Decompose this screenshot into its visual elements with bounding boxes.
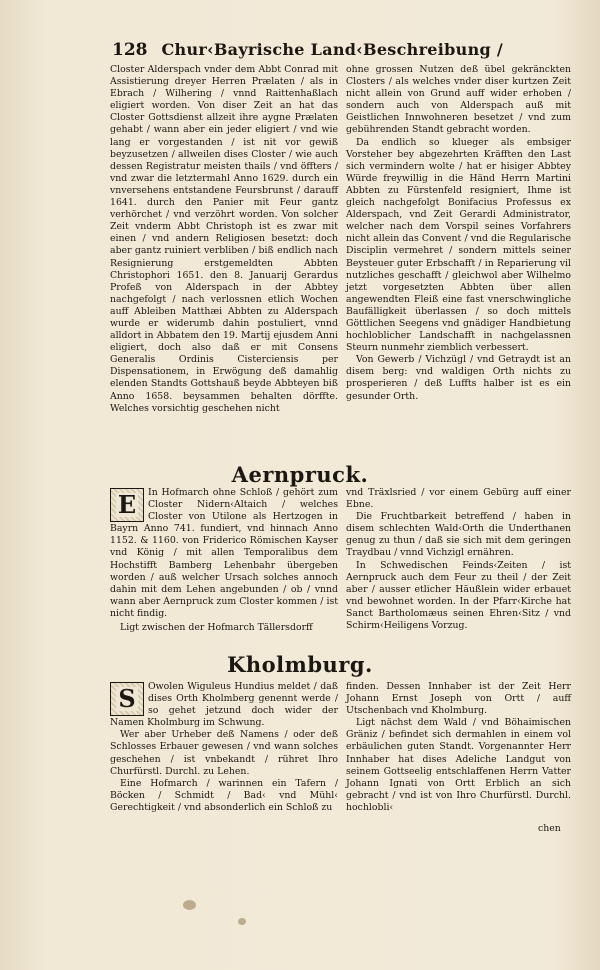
section1-left-column — [110, 64, 338, 415]
paragraph: Ligt nächst dem Wald / vnd Böhaimischen Gräniz / befindet sich dermahlen in einem vol erbäulichen guten Standt. Vorgenannter Herr Innhaber hat dises Adeliche Landgut von seinem Gottseelig entschlaffenen Herrn Vatter Johann Ignati von Ortt Erblich an sich gebracht / vnd ist von Ihro Churfürstl. Durchl. hochlobli‹ — [346, 717, 571, 813]
paragraph: Da endlich so klueger als embsiger Vorsteher bey abgezehrten Kräfften den Last sich vermindern wolte / hat er hisiger Abbtey Würde freywillig in die Händ Herrn Martini Abbten zu Fürstenfeld resigniert, Ihme ist gleich nachgefolgt Bonifacius Professus ex Alderspach, vnd Zeit Gerardi Administrator, welcher nach dem Vorspil seines Vorfahrers nicht allein das Convent / vnd die Regularische Disciplin vermehret / sondern mittels seiner Beysteuer guter Erbschafft / in Reparierung vil nutzliches geschafft / gleichwol aber Wilhelmo jetzt vorgesetzten Abbten über allen angewendten Fleiß eine fast vnerschwingliche Baufälligkeit überlassen / so doch mittels Göttlichen Seegens vnd gnädiger Handbietung hochloblicher Landschafft in nachgelassnen Steurn nunmehr ziemblich verbessert. — [346, 136, 571, 354]
paper-stain — [183, 900, 196, 910]
page-header — [112, 40, 512, 66]
decorated-initial — [110, 682, 144, 716]
page-number: 128 — [112, 40, 148, 60]
section3-right-column — [346, 681, 571, 814]
paragraph: ohne grossen Nutzen deß übel gekränckten Closters / als welches vnder diser kurtzen Zeit nicht allein von Grund auff wider erhoben / sondern auch von Alderspach auß mit Geistlichen Innwohneren besetzet / vnd zum gebührenden Standt gebracht worden. — [346, 64, 571, 136]
paragraph: Closter Alderspach vnder dem Abbt Conrad mit Assistierung dreyer Herren Prælaten / als in Ebrach / Wilhering / vnnd Raittenhaßlach eligiert worden. Von diser Zeit an hat das Closter Gottsdienst allzeit ihre aygne Prælaten gehabt / wann aber ein jeder eligiert / vnd wie lang er vorgestanden / ist nit vor gewiß beyzusetzen / allweilen dises Closter / wie auch dessen Registratur meisten thails / vnd öffters / vnd zwar die letztermahl Anno 1629. durch ein vnversehens entstandene Feursbrunst / darauff 1641. durch den Panier mit Feur gantz verhörchet / vnd verzöhrt worden. Von solcher Zeit vnderm Abbt Christoph ist es zwar mit einen / vnd andern Religiosen besetzt: doch aber gantz ruiniert verbliben / biß endlich nach Resignierung erstgemeldten Abbten Christophori 1651. den 8. Januarij Gerardus Profeß von Alderspach in der Abbtey nachgefolgt / nach verlossnen etlich Wochen auff Ableiben Matthæi Abbten zu Alderspach wurde er widerumb dahin postuliert, vnnd alldort in Abbatem den 19. Martij ejusdem Anni eligiert, doch also daß er mit Consens Generalis Ordinis Cisterciensis per Dispensationem, in Erwögung deß damahlig elenden Standts Gottshauß beyde Abbteyen biß Anno 1658. beysammen behalten dörffte. Welches vorsichtig geschehen nicht — [110, 64, 338, 414]
section3-left-column — [110, 681, 338, 814]
section2-right-column — [346, 487, 571, 632]
running-title: Chur‹Bayrische Land‹Beschreibung / — [161, 40, 504, 59]
paragraph: In Schwedischen Feinds‹Zeiten / ist Aernpruck auch dem Feur zu theil / der Zeit aber / ausser etlicher Häußlein wider erbauet vnd bewohnet worden. In der Pfarr‹Kirche hat Sanct Bartholomæus seinen Ehren‹Sitz / vnd Schirm‹Heiligens Vorzug. — [346, 559, 571, 632]
section-heading-kholmburg: Kholmburg. — [227, 652, 373, 677]
paragraph: Die Fruchtbarkeit betreffend / haben in disem schlechten Wald‹Orth die Underthanen genug zu thun / daß sie sich mit dem geringen Traydbau / vnnd Vichzigl ernähren. — [346, 511, 571, 559]
paragraph: Ligt zwischen der Hofmarch Tällersdorff — [120, 622, 313, 634]
section1-right-column — [346, 64, 571, 403]
initial-letter: S — [118, 684, 136, 713]
paragraph: In Hofmarch ohne Schloß / gehört zum Closter Nidern‹Altaich / welches Closter von Utilone als Hertzogen in Bayrn Anno 741. fundiert, vnd hinnach Anno 1152. & 1160. von Friderico Römischen Kayser vnd König / mit allen Temporalibus dem Hochstifft Bamberg Lehenbahr übergeben worden / auß welcher Ursach solches annoch dahin mit dem Lehen angebunden / ob / vnnd wann aber Aernpruck zum Closter kommen / ist nicht findig. — [110, 487, 338, 619]
catchword: chen — [538, 823, 561, 834]
paragraph: vnd Träxlsried / vor einem Gebürg auff einer Ebne. — [346, 487, 571, 511]
initial-letter: E — [117, 490, 137, 519]
section2-left-column — [110, 487, 338, 634]
paper-stain — [238, 918, 246, 925]
paragraph: Von Gewerb / Vichzügl / vnd Getraydt ist an disem berg: vnd waldigen Orth nichts zu prosperieren / deß Luffts halber ist es ein gesunder Orth. — [346, 354, 571, 402]
decorated-initial — [110, 488, 144, 522]
paragraph: finden. Dessen Innhaber ist der Zeit Herr Johann Ernst Joseph von Ortt / auff Utschenbach vnd Kholmburg. — [346, 681, 571, 717]
paragraph: Wer aber Urheber deß Namens / oder deß Schlosses Erbauer gewesen / vnd wann solches geschehen / ist vnbekandt / rühret Ihro Churfürstl. Durchl. zu Lehen. — [110, 729, 338, 777]
section-heading-aernpruck: Aernpruck. — [231, 462, 369, 487]
paragraph: Owolen Wiguleus Hundius meldet / daß dises Orth Kholmberg genennt werde / so gehet jetzund doch wider der Namen Kholmburg im Schwung. — [110, 681, 338, 729]
paragraph: Eine Hofmarch / warinnen ein Tafern / Böcken / Schmidt / Bad‹ vnd Mühl‹ Gerechtigkeit / vnd absonderlich ein Schloß zu — [110, 777, 338, 813]
